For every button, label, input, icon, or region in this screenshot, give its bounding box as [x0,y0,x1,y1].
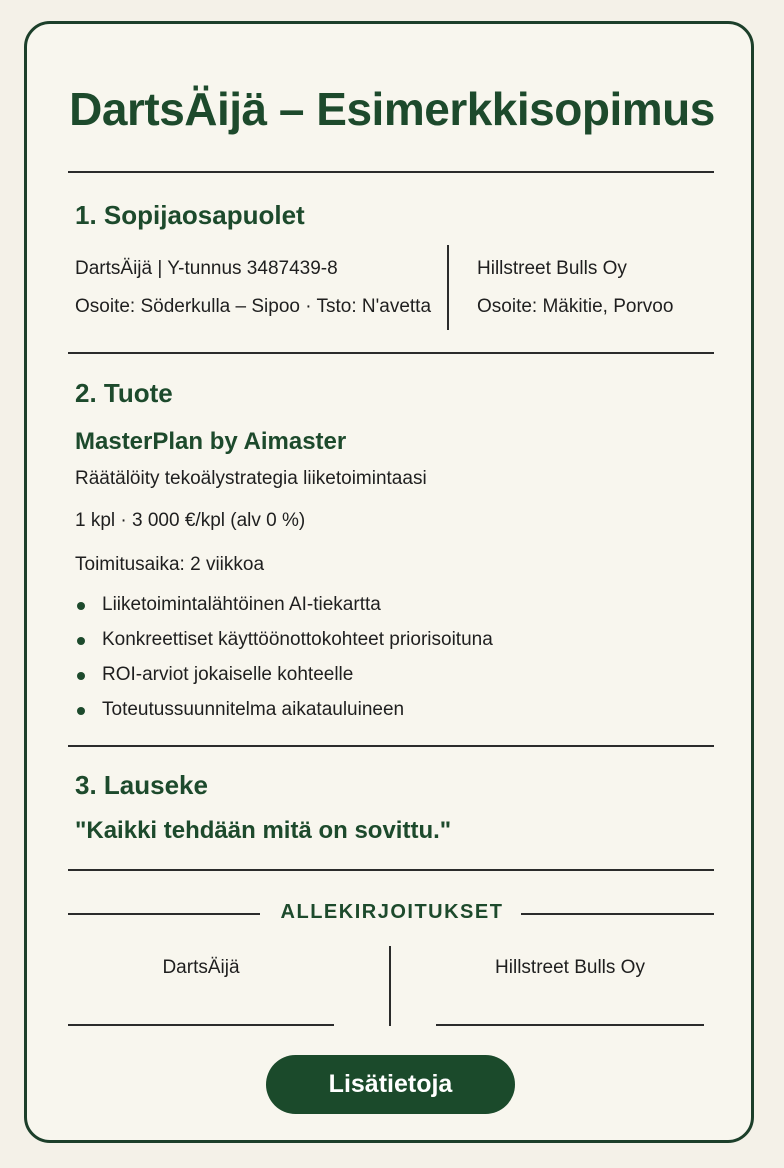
bullet-icon [77,707,85,715]
list-item: Konkreettiset käyttöönottokohteet priorisoituna [102,629,493,650]
party2-name: Hillstreet Bulls Oy [477,258,627,279]
party1-id: DartsÄijä | Y-tunnus 3487439-8 [75,258,338,279]
section-heading-product: 2. Tuote [75,378,173,408]
section-heading-parties: 1. Sopijaosapuolet [75,200,305,230]
party2-address: Osoite: Mäkitie, Porvoo [477,296,674,317]
delivery-time: Toimitusaika: 2 viikkoa [75,554,265,575]
bullet-icon [77,637,85,645]
product-description: Räätälöity tekoälystrategia liiketoimintaasi [75,468,427,489]
page-title: DartsÄijä – Esimerkkisopimus [69,83,715,135]
signer-right-name: Hillstreet Bulls Oy [495,957,645,978]
product-name: MasterPlan by Aimaster [75,428,347,455]
column-divider [447,245,449,330]
signatures-heading: ALLEKIRJOITUKSET [280,901,504,923]
list-item: Toteutussuunnitelma aikatauluineen [102,699,405,720]
product-price: 1 kpl · 3 000 €/kpl (alv 0 %) [75,510,306,531]
list-item: ROI-arviot jokaiselle kohteelle [102,664,354,685]
divider [68,745,714,747]
clause-quote: "Kaikki tehdään mitä on sovittu." [75,817,452,844]
bullet-icon [77,602,85,610]
party1-address: Osoite: Söderkulla – Sipoo · Tsto: N'avetta [75,296,432,317]
divider [68,171,714,173]
signature-heading-line-right [521,913,714,915]
divider [68,869,714,871]
more-info-button[interactable]: Lisätietoja [266,1055,515,1114]
bullet-icon [77,672,85,680]
signature-divider [389,946,391,1026]
signature-line-right[interactable] [436,1024,704,1026]
signer-left-name: DartsÄijä [162,957,240,978]
section-heading-clause: 3. Lauseke [75,770,208,800]
signature-line-left[interactable] [68,1024,334,1026]
list-item: Liiketoimintalähtöinen AI-tiekartta [102,594,381,615]
divider [68,352,714,354]
